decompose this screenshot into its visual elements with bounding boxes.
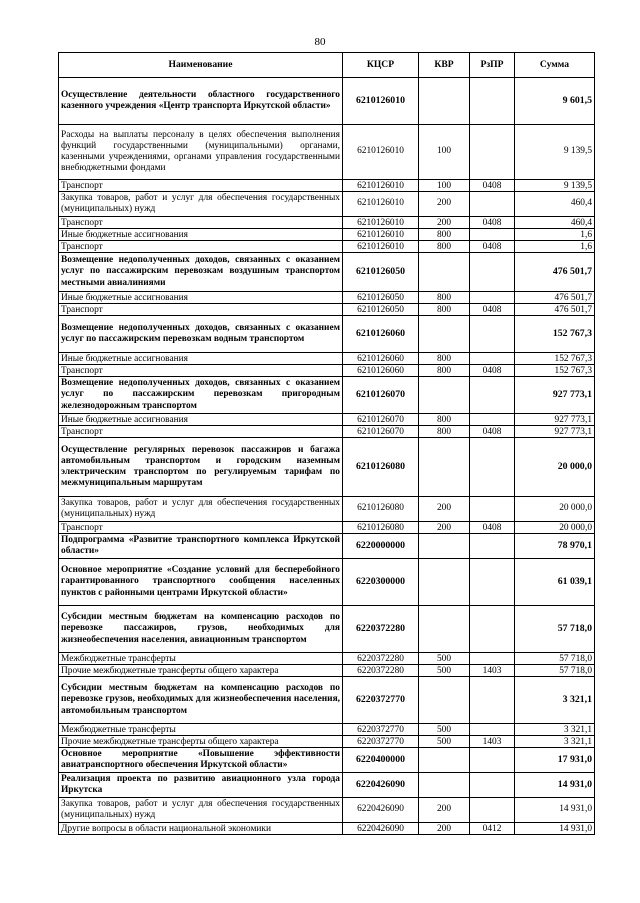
cell-rzpr xyxy=(470,798,515,823)
cell-kcsr: 6210126060 xyxy=(343,353,419,365)
cell-name: Транспорт xyxy=(59,365,343,377)
cell-kvr xyxy=(419,534,470,559)
cell-name: Иные бюджетные ассигнования xyxy=(59,353,343,365)
cell-kvr: 100 xyxy=(419,125,470,180)
cell-kvr: 200 xyxy=(419,522,470,534)
cell-rzpr: 0408 xyxy=(470,365,515,377)
table-row xyxy=(59,748,595,773)
cell-sum: 476 501,7 xyxy=(515,292,595,304)
table-row xyxy=(59,377,595,414)
table-row xyxy=(59,316,595,353)
table-row xyxy=(59,125,595,180)
cell-name: Возмещение недополученных доходов, связанных с оказанием услуг по пассажирским перевозкам воздушным транспортом местными авиалиниями xyxy=(59,253,343,292)
header-name: Наименование xyxy=(59,53,343,78)
cell-kvr: 200 xyxy=(419,192,470,217)
cell-rzpr xyxy=(470,316,515,353)
cell-kcsr: 6210126070 xyxy=(343,426,419,438)
cell-kcsr: 6210126010 xyxy=(343,192,419,217)
cell-name: Транспорт xyxy=(59,304,343,316)
cell-rzpr: 0408 xyxy=(470,426,515,438)
cell-kvr xyxy=(419,677,470,724)
cell-kvr: 500 xyxy=(419,736,470,748)
table-row xyxy=(59,426,595,438)
cell-kcsr: 6220372280 xyxy=(343,606,419,653)
cell-rzpr xyxy=(470,773,515,798)
cell-sum: 9 139,5 xyxy=(515,180,595,192)
cell-kvr xyxy=(419,377,470,414)
table-row xyxy=(59,292,595,304)
cell-kcsr: 6210126060 xyxy=(343,316,419,353)
cell-rzpr xyxy=(470,677,515,724)
table-row xyxy=(59,606,595,653)
cell-rzpr xyxy=(470,606,515,653)
cell-kcsr: 6220372770 xyxy=(343,677,419,724)
cell-name: Закупка товаров, работ и услуг для обеспечения государственных (муниципальных) нужд xyxy=(59,192,343,217)
cell-rzpr: 0412 xyxy=(470,823,515,835)
header-rzpr: РзПР xyxy=(470,53,515,78)
table-row xyxy=(59,217,595,229)
cell-name: Осуществление деятельности областного государственного казенного учреждения «Центр транспорта Иркутской области» xyxy=(59,78,343,125)
table-body xyxy=(59,78,595,835)
cell-kcsr: 6210126080 xyxy=(343,438,419,497)
header-sum: Сумма xyxy=(515,53,595,78)
cell-rzpr xyxy=(470,497,515,522)
cell-sum: 20 000,0 xyxy=(515,438,595,497)
cell-rzpr xyxy=(470,414,515,426)
cell-kvr: 200 xyxy=(419,497,470,522)
cell-kvr xyxy=(419,559,470,606)
cell-sum: 152 767,3 xyxy=(515,353,595,365)
cell-name: Прочие межбюджетные трансферты общего характера xyxy=(59,736,343,748)
cell-sum: 1,6 xyxy=(515,229,595,241)
cell-name: Закупка товаров, работ и услуг для обеспечения государственных (муниципальных) нужд xyxy=(59,798,343,823)
cell-kcsr: 6220000000 xyxy=(343,534,419,559)
cell-rzpr: 1403 xyxy=(470,665,515,677)
table-row xyxy=(59,522,595,534)
cell-name: Транспорт xyxy=(59,241,343,253)
cell-sum: 1,6 xyxy=(515,241,595,253)
cell-name: Осуществление регулярных перевозок пассажиров и багажа автомобильным транспортом и городским наземным электрическим транспортом по регулируемым тарифам по межмуниципальным маршрутам xyxy=(59,438,343,497)
cell-name: Расходы на выплаты персоналу в целях обеспечения выполнения функций государственными (муниципальными) органами, казенными учреждениями, органами управления государственными внебюджетными фондами xyxy=(59,125,343,180)
cell-kcsr: 6220372770 xyxy=(343,736,419,748)
table-row xyxy=(59,414,595,426)
header-kcsr: КЦСР xyxy=(343,53,419,78)
cell-sum: 460,4 xyxy=(515,217,595,229)
cell-sum: 3 321,1 xyxy=(515,724,595,736)
table-row xyxy=(59,497,595,522)
cell-kcsr: 6220400000 xyxy=(343,748,419,773)
table-row xyxy=(59,180,595,192)
cell-kvr: 800 xyxy=(419,414,470,426)
table-row xyxy=(59,773,595,798)
cell-rzpr xyxy=(470,125,515,180)
cell-sum: 476 501,7 xyxy=(515,253,595,292)
cell-sum: 57 718,0 xyxy=(515,653,595,665)
cell-rzpr xyxy=(470,559,515,606)
cell-kvr: 800 xyxy=(419,304,470,316)
table-row xyxy=(59,78,595,125)
cell-kcsr: 6210126010 xyxy=(343,78,419,125)
cell-kvr: 800 xyxy=(419,292,470,304)
cell-rzpr: 0408 xyxy=(470,241,515,253)
cell-kvr: 500 xyxy=(419,724,470,736)
cell-sum: 9 139,5 xyxy=(515,125,595,180)
cell-kcsr: 6220300000 xyxy=(343,559,419,606)
cell-rzpr: 0408 xyxy=(470,522,515,534)
cell-sum: 14 931,0 xyxy=(515,823,595,835)
cell-sum: 14 931,0 xyxy=(515,798,595,823)
cell-sum: 927 773,1 xyxy=(515,426,595,438)
cell-rzpr xyxy=(470,534,515,559)
cell-kvr xyxy=(419,316,470,353)
table-row xyxy=(59,665,595,677)
cell-sum: 9 601,5 xyxy=(515,78,595,125)
cell-sum: 14 931,0 xyxy=(515,773,595,798)
cell-name: Основное мероприятие «Повышение эффективности авиатранспортного обеспечения Иркутской области» xyxy=(59,748,343,773)
table-row xyxy=(59,677,595,724)
cell-kcsr: 6210126010 xyxy=(343,125,419,180)
cell-sum: 78 970,1 xyxy=(515,534,595,559)
cell-kvr: 800 xyxy=(419,365,470,377)
cell-kcsr: 6210126060 xyxy=(343,365,419,377)
cell-kcsr: 6210126010 xyxy=(343,180,419,192)
cell-kvr: 200 xyxy=(419,217,470,229)
cell-rzpr xyxy=(470,192,515,217)
cell-kcsr: 6210126010 xyxy=(343,241,419,253)
cell-kcsr: 6210126010 xyxy=(343,229,419,241)
cell-name: Иные бюджетные ассигнования xyxy=(59,414,343,426)
cell-kcsr: 6220426090 xyxy=(343,823,419,835)
cell-kcsr: 6210126050 xyxy=(343,304,419,316)
cell-name: Возмещение недополученных доходов, связанных с оказанием услуг по пассажирским перевозкам пригородным железнодорожным транспортом xyxy=(59,377,343,414)
cell-kvr: 500 xyxy=(419,665,470,677)
page-number: 80 xyxy=(314,36,326,48)
cell-kvr: 800 xyxy=(419,229,470,241)
cell-rzpr: 0408 xyxy=(470,217,515,229)
cell-rzpr: 0408 xyxy=(470,180,515,192)
cell-sum: 927 773,1 xyxy=(515,414,595,426)
cell-name: Другие вопросы в области национальной экономики xyxy=(59,823,343,835)
cell-sum: 927 773,1 xyxy=(515,377,595,414)
cell-name: Межбюджетные трансферты xyxy=(59,724,343,736)
cell-kvr xyxy=(419,438,470,497)
cell-sum: 152 767,3 xyxy=(515,365,595,377)
cell-kvr: 800 xyxy=(419,426,470,438)
table-row xyxy=(59,253,595,292)
cell-sum: 152 767,3 xyxy=(515,316,595,353)
cell-kvr xyxy=(419,606,470,653)
cell-sum: 17 931,0 xyxy=(515,748,595,773)
cell-sum: 57 718,0 xyxy=(515,606,595,653)
cell-name: Транспорт xyxy=(59,426,343,438)
cell-kcsr: 6220372280 xyxy=(343,665,419,677)
cell-rzpr xyxy=(470,377,515,414)
cell-name: Основное мероприятие «Создание условий для бесперебойного гарантированного транспортного сообщения населенных пунктов с районными центрами Иркутской области» xyxy=(59,559,343,606)
table-row xyxy=(59,798,595,823)
table-row xyxy=(59,438,595,497)
cell-kvr xyxy=(419,748,470,773)
table-row xyxy=(59,353,595,365)
budget-table xyxy=(58,52,595,835)
cell-kcsr: 6220372770 xyxy=(343,724,419,736)
cell-name: Возмещение недополученных доходов, связанных с оказанием услуг по пассажирским перевозкам водным транспортом xyxy=(59,316,343,353)
table-row xyxy=(59,241,595,253)
cell-rzpr xyxy=(470,748,515,773)
table-row xyxy=(59,192,595,217)
cell-kvr: 100 xyxy=(419,180,470,192)
table-row xyxy=(59,365,595,377)
cell-rzpr xyxy=(470,253,515,292)
cell-sum: 20 000,0 xyxy=(515,522,595,534)
cell-rzpr xyxy=(470,353,515,365)
cell-name: Транспорт xyxy=(59,522,343,534)
table-row xyxy=(59,559,595,606)
cell-sum: 20 000,0 xyxy=(515,497,595,522)
cell-name: Субсидии местным бюджетам на компенсацию расходов по перевозке пассажиров, грузов, необходимых для жизнеобеспечения населения, авиационным транспортом xyxy=(59,606,343,653)
table-header-row xyxy=(59,53,595,78)
cell-kcsr: 6210126010 xyxy=(343,217,419,229)
cell-rzpr xyxy=(470,653,515,665)
table-row xyxy=(59,653,595,665)
cell-rzpr xyxy=(470,292,515,304)
cell-name: Подпрограмма «Развитие транспортного комплекса Иркутской области» xyxy=(59,534,343,559)
cell-rzpr: 1403 xyxy=(470,736,515,748)
cell-kvr: 800 xyxy=(419,241,470,253)
cell-kcsr: 6210126050 xyxy=(343,292,419,304)
table-row xyxy=(59,736,595,748)
cell-rzpr xyxy=(470,724,515,736)
header-kvr: КВР xyxy=(419,53,470,78)
table-row xyxy=(59,304,595,316)
cell-rzpr xyxy=(470,229,515,241)
cell-name: Реализация проекта по развитию авиационного узла города Иркутска xyxy=(59,773,343,798)
cell-name: Прочие межбюджетные трансферты общего характера xyxy=(59,665,343,677)
cell-name: Транспорт xyxy=(59,180,343,192)
cell-kcsr: 6210126080 xyxy=(343,497,419,522)
cell-rzpr: 0408 xyxy=(470,304,515,316)
cell-name: Иные бюджетные ассигнования xyxy=(59,229,343,241)
cell-kvr: 200 xyxy=(419,798,470,823)
cell-kvr xyxy=(419,78,470,125)
cell-sum: 3 321,1 xyxy=(515,677,595,724)
cell-kvr xyxy=(419,773,470,798)
cell-sum: 57 718,0 xyxy=(515,665,595,677)
cell-kvr: 800 xyxy=(419,353,470,365)
cell-sum: 460,4 xyxy=(515,192,595,217)
cell-name: Иные бюджетные ассигнования xyxy=(59,292,343,304)
cell-rzpr xyxy=(470,438,515,497)
cell-sum: 3 321,1 xyxy=(515,736,595,748)
cell-kcsr: 6210126070 xyxy=(343,377,419,414)
cell-sum: 61 039,1 xyxy=(515,559,595,606)
cell-kvr xyxy=(419,253,470,292)
cell-kcsr: 6220426090 xyxy=(343,798,419,823)
table-row xyxy=(59,724,595,736)
cell-kcsr: 6220426090 xyxy=(343,773,419,798)
table-row xyxy=(59,229,595,241)
cell-name: Транспорт xyxy=(59,217,343,229)
cell-name: Закупка товаров, работ и услуг для обеспечения государственных (муниципальных) нужд xyxy=(59,497,343,522)
cell-sum: 476 501,7 xyxy=(515,304,595,316)
cell-kcsr: 6210126070 xyxy=(343,414,419,426)
cell-kcsr: 6220372280 xyxy=(343,653,419,665)
table-row xyxy=(59,823,595,835)
cell-kvr: 200 xyxy=(419,823,470,835)
cell-kvr: 500 xyxy=(419,653,470,665)
table-row xyxy=(59,534,595,559)
cell-kcsr: 6210126080 xyxy=(343,522,419,534)
cell-name: Межбюджетные трансферты xyxy=(59,653,343,665)
cell-name: Субсидии местным бюджетам на компенсацию расходов по перевозке грузов, необходимых для жизнеобеспечения населения, автомобильным транспортом xyxy=(59,677,343,724)
cell-kcsr: 6210126050 xyxy=(343,253,419,292)
cell-rzpr xyxy=(470,78,515,125)
